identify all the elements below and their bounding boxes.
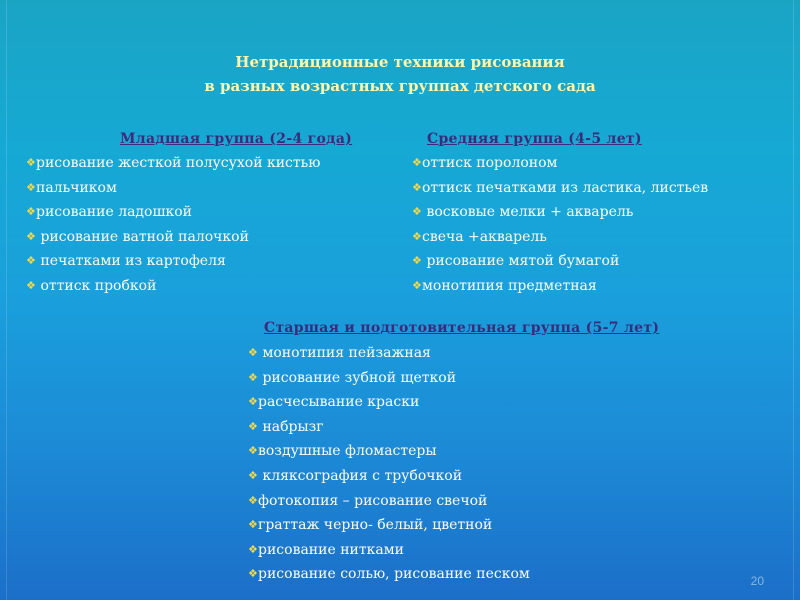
diamond-bullet-icon: ❖ (248, 468, 258, 482)
list-item (26, 176, 320, 201)
diamond-bullet-icon: ❖ (412, 156, 422, 169)
list-item (248, 341, 530, 366)
list-item (412, 274, 708, 299)
diamond-bullet-icon: ❖ (412, 254, 422, 268)
diamond-bullet-icon: ❖ (412, 205, 422, 219)
list-item (248, 439, 530, 464)
diamond-bullet-icon: ❖ (248, 493, 258, 507)
list-item-text: фотокопия – рисование свечой (258, 492, 488, 509)
list-item (412, 151, 708, 176)
list-item-text: рисование нитками (258, 541, 404, 558)
list-item (412, 249, 708, 274)
list-item-text: рисование ладошкой (36, 204, 193, 221)
diamond-bullet-icon: ❖ (412, 229, 422, 243)
list-item-text: рисование мятой бумагой (422, 253, 620, 270)
list-item (248, 562, 530, 587)
list-item-text: печатками из картофеля (36, 253, 226, 270)
diamond-bullet-icon: ❖ (248, 346, 258, 359)
list-item (248, 464, 530, 489)
list-item-text: рисование солью, рисование песком (258, 566, 530, 583)
list-item (26, 151, 320, 176)
diamond-bullet-icon: ❖ (248, 370, 258, 384)
diamond-bullet-icon: ❖ (26, 156, 36, 169)
list-item-text: воздушные фломастеры (258, 443, 437, 460)
list-item-text: рисование ватной палочкой (36, 228, 249, 245)
diamond-bullet-icon: ❖ (248, 444, 258, 458)
diamond-bullet-icon: ❖ (412, 180, 422, 194)
slide-title-line-2: в разных возрастных группах детского сада (204, 77, 596, 95)
list-item-text: рисование жесткой полусухой кистью (36, 155, 321, 171)
slide-title-line-1: Нетрадиционные техники рисования (235, 53, 565, 71)
list-item-text: монотипия пейзажная (258, 345, 431, 361)
list-item (412, 176, 708, 201)
list-item-text: оттиск поролоном (422, 155, 558, 171)
list-item-text: пальчиком (36, 179, 117, 196)
diamond-bullet-icon: ❖ (248, 518, 258, 532)
list-item (26, 225, 320, 250)
list-item (412, 225, 708, 250)
junior-group-list (26, 151, 320, 299)
junior-group-heading: Младшая группа (2-4 года) (120, 131, 353, 147)
diamond-bullet-icon: ❖ (412, 278, 422, 292)
diamond-bullet-icon: ❖ (248, 419, 258, 433)
list-item-text: свеча +акварель (422, 228, 547, 245)
list-item (248, 415, 530, 440)
senior-group-heading: Старшая и подготовительная группа (5-7 лет) (264, 320, 660, 336)
diamond-bullet-icon: ❖ (26, 180, 36, 194)
diamond-bullet-icon: ❖ (248, 567, 258, 581)
list-item (26, 274, 320, 299)
list-item (412, 200, 708, 225)
diamond-bullet-icon: ❖ (248, 395, 258, 409)
list-item (248, 538, 530, 563)
list-item-text: рисование зубной щеткой (258, 369, 457, 386)
diamond-bullet-icon: ❖ (26, 205, 36, 219)
senior-group-list (248, 341, 530, 587)
middle-group-heading: Средняя группа (4-5 лет) (427, 131, 642, 147)
list-item-text: набрызг (258, 418, 324, 435)
list-item-text: расчесывание краски (258, 394, 420, 411)
list-item (248, 390, 530, 415)
list-item-text: монотипия предметная (422, 277, 597, 294)
middle-group-list (412, 151, 708, 299)
diamond-bullet-icon: ❖ (248, 542, 258, 556)
list-item-text: кляксография с трубочкой (258, 467, 463, 484)
diamond-bullet-icon: ❖ (26, 254, 36, 268)
list-item (26, 249, 320, 274)
list-item-text: граттаж черно- белый, цветной (258, 517, 493, 534)
diamond-bullet-icon: ❖ (26, 229, 36, 243)
list-item (248, 366, 530, 391)
list-item-text: оттиск пробкой (36, 277, 157, 294)
list-item (26, 200, 320, 225)
list-item-text: восковые мелки + акварель (422, 204, 634, 221)
diamond-bullet-icon: ❖ (26, 278, 36, 292)
list-item (248, 513, 530, 538)
list-item (248, 489, 530, 514)
list-item-text: оттиск печатками из ластика, листьев (422, 179, 709, 196)
page-number: 20 (750, 574, 764, 588)
